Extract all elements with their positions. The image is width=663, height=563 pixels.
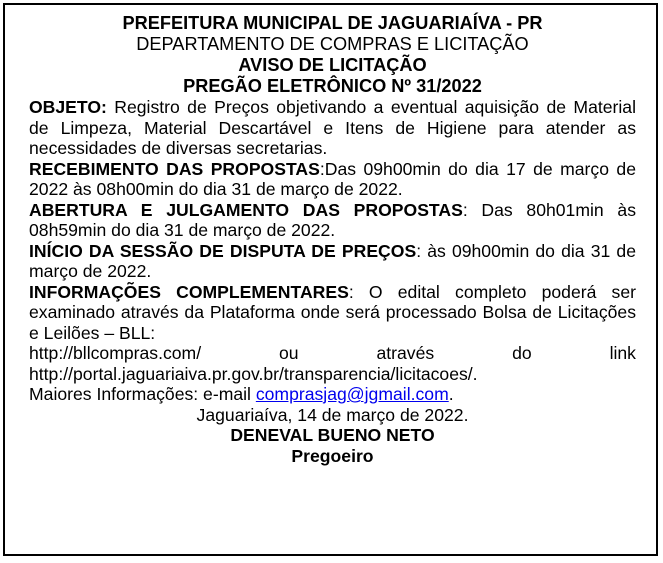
contact-line bbox=[29, 384, 636, 405]
info-main bbox=[29, 282, 636, 344]
opening-paragraph bbox=[29, 200, 636, 241]
institution-title: PREFEITURA MUNICIPAL DE JAGUARIAÍVA - PR bbox=[122, 13, 543, 33]
contact-suffix: . bbox=[448, 384, 454, 404]
session-text: : às 09h00min do dia 31 de março de 2022. bbox=[29, 240, 637, 281]
object-label: OBJETO: bbox=[29, 97, 107, 117]
email-link[interactable]: comprasjag@jgmail.com bbox=[255, 384, 449, 404]
bll-link[interactable]: http://bllcompras.com/ bbox=[29, 343, 202, 363]
opening-text: : Das 80h01min às 08h59min do dia 31 de março de 2022. bbox=[29, 199, 636, 240]
info-text: : O edital completo poderá ser examinado através da Plataforma onde será processado Bolsa de Licitações e Leilões – BLL: bbox=[29, 281, 636, 343]
connector-ou: ou bbox=[279, 343, 299, 363]
info-label: INFORMAÇÕES COMPLEMENTARES bbox=[29, 281, 349, 302]
connector-do: do bbox=[512, 343, 532, 363]
info-link-line bbox=[29, 343, 636, 364]
session-paragraph bbox=[29, 241, 636, 282]
receipt-paragraph bbox=[29, 159, 636, 200]
department-title: DEPARTAMENTO DE COMPRAS E LICITAÇÃO bbox=[136, 34, 529, 54]
signer-role: Pregoeiro bbox=[291, 445, 374, 466]
procedure-title: PREGÃO ELETRÔNICO Nº 31/2022 bbox=[183, 76, 482, 96]
signer-name: DENEVAL BUENO NETO bbox=[230, 425, 435, 445]
opening-label: ABERTURA E JULGAMENTO DAS PROPOSTAS bbox=[29, 199, 463, 220]
place-date: Jaguariaíva, 14 de março de 2022. bbox=[196, 404, 469, 425]
notice-box bbox=[3, 3, 658, 556]
receipt-text: :Das 09h00min do dia 17 de março de 2022 às 08h00min do dia 31 de março de 2022. bbox=[29, 158, 636, 199]
connector-link: link bbox=[609, 343, 636, 363]
object-paragraph bbox=[29, 97, 636, 159]
connector-atraves: através bbox=[376, 343, 435, 363]
notice-title: AVISO DE LICITAÇÃO bbox=[238, 55, 427, 75]
info-paragraph bbox=[29, 282, 636, 385]
session-label: INÍCIO DA SESSÃO DE DISPUTA DE PREÇOS bbox=[29, 240, 417, 261]
contact-prefix: Maiores Informações: e-mail bbox=[29, 384, 256, 404]
portal-link[interactable]: http://portal.jaguariaiva.pr.gov.br/transparencia/licitacoes/. bbox=[29, 363, 478, 384]
receipt-label: RECEBIMENTO DAS PROPOSTAS bbox=[29, 158, 320, 179]
object-text: Registro de Preços objetivando a eventual aquisição de Material de Limpeza, Material Descartável e Itens de Higiene para atender as necessidades de diversas secretarias. bbox=[29, 97, 636, 158]
